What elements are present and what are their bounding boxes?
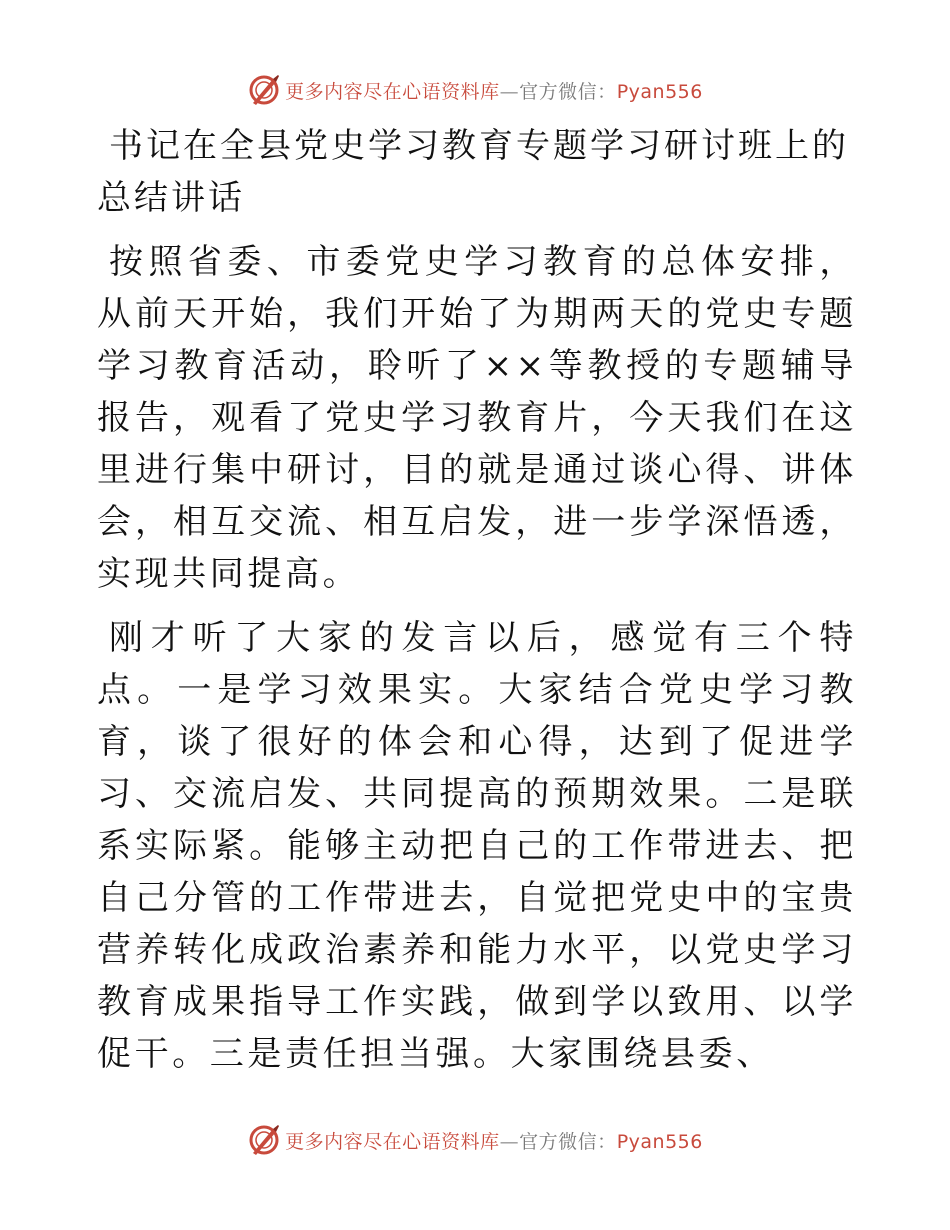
document-title: 书记在全县党史学习教育专题学习研讨班上的总结讲话 xyxy=(97,126,849,218)
header-banner xyxy=(0,70,950,110)
pen-circle-logo-icon xyxy=(247,73,281,107)
footer-banner xyxy=(0,1120,950,1160)
header-wechat-id: Pyan556 xyxy=(616,80,703,103)
footer-wechat-label: 官方微信： xyxy=(519,1130,617,1153)
footer-separator: — xyxy=(499,1130,520,1153)
paragraph-2: 刚才听了大家的发言以后，感觉有三个特点。一是学习效果实。大家结合党史学习教育，谈了很好的体会和心得，达到了促进学习、交流启发、共同提高的预期效果。二是联系实际紧。能够主动把自己的工作带进去、把自己分管的工作带进去，自觉把党史中的宝贵营养转化成政治素养和能力水平，以党史学习教育成果指导工作实践，做到学以致用、以学促干。三是责任担当强。大家围绕县委、 xyxy=(97,618,857,1074)
header-separator: — xyxy=(499,80,520,103)
header-banner-text xyxy=(285,77,703,104)
footer-banner-text xyxy=(285,1127,703,1154)
header-site-text: 更多内容尽在心语资料库 xyxy=(285,80,500,103)
footer-site-text: 更多内容尽在心语资料库 xyxy=(285,1130,500,1153)
footer-wechat-id: Pyan556 xyxy=(616,1130,703,1153)
paragraph-1: 按照省委、市委党史学习教育的总体安排，从前天开始，我们开始了为期两天的党史专题学习教育活动，聆听了××等教授的专题辅导报告，观看了党史学习教育片，今天我们在这里进行集中研讨，目的就是通过谈心得、讲体会，相互交流、相互启发，进一步学深悟透，实现共同提高。 xyxy=(97,242,857,594)
pen-circle-logo-icon xyxy=(247,1123,281,1157)
header-wechat-label: 官方微信： xyxy=(519,80,617,103)
document-body xyxy=(97,120,857,1092)
